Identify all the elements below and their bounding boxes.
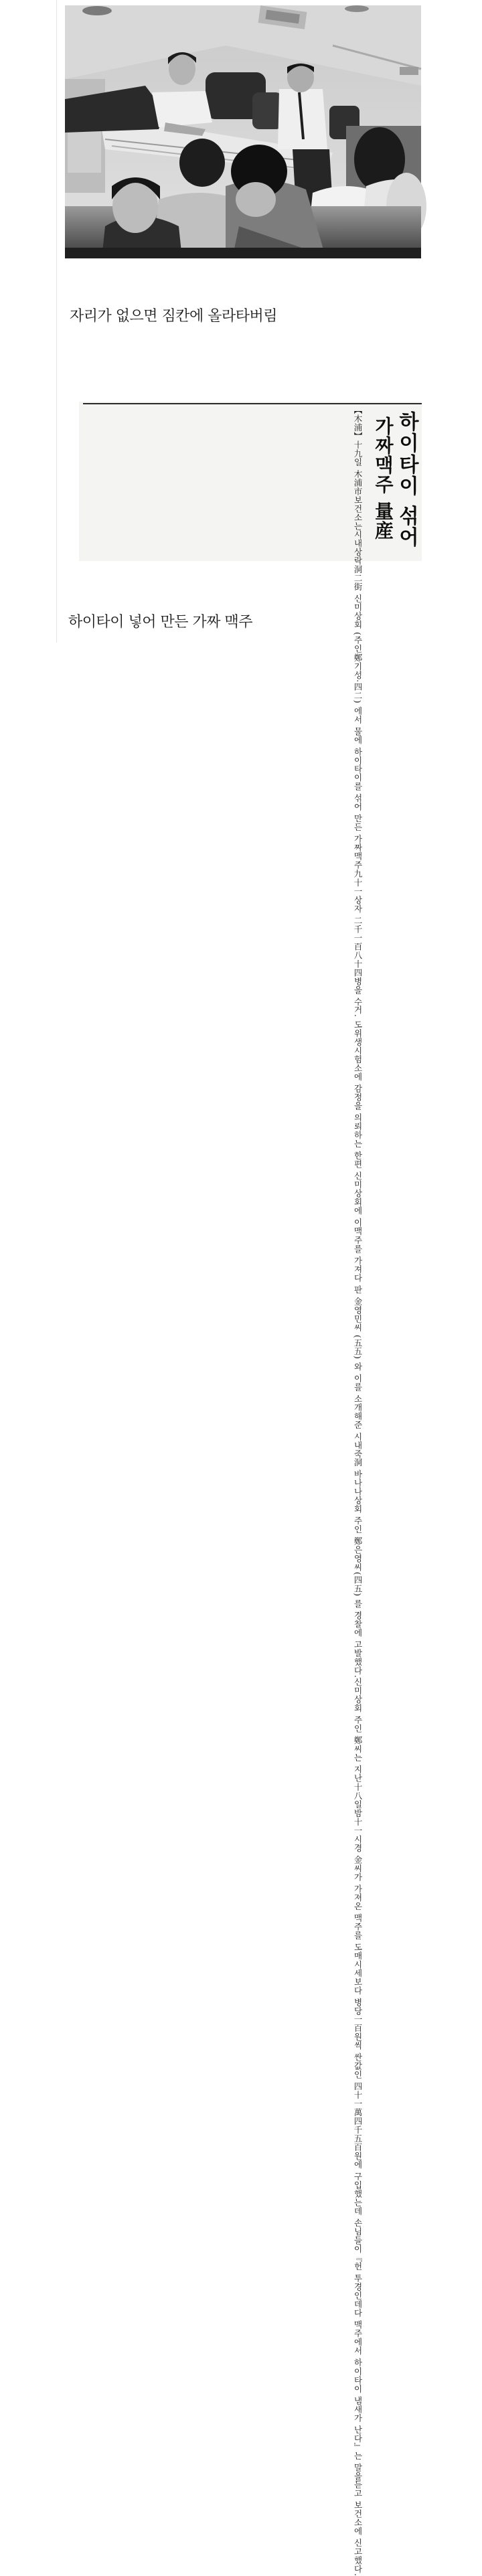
article-line: 十八일밤十一시경 金씨가 가져: [353, 1782, 363, 1902]
article-line: 주를 가져다 판 金영민씨 (五: [353, 1235, 363, 1348]
article-line: 五) 와 이를 소개해준 시내죽: [353, 1347, 363, 1459]
photo-caption: 자리가 없으면 짐칸에 올라타버림: [70, 308, 278, 325]
article-line: 【木浦】十九일 木浦市보건소는: [353, 406, 363, 531]
article-line: 시내상락洞二街 신미상회 (주인: [353, 530, 363, 653]
article-line: 洞 바나나상회 주인 鄭은영씨: [353, 1458, 363, 1572]
article-line: 『헌 투경인데다 맥주에서 하: [353, 2253, 363, 2367]
page-left-border: [56, 0, 57, 643]
clipping-caption: 하이타이 넣어 만든 가짜 맥주: [68, 614, 252, 631]
headline-line-2: 가짜맥주 量産: [372, 416, 394, 540]
train-photo: [65, 5, 421, 258]
clipping-top-rule: [83, 403, 422, 404]
article-line: 타이를 섞어 만든 가짜맥주九: [353, 764, 363, 878]
article-line: 一百원씩 싼값인 四十一萬四千: [353, 2015, 363, 2135]
article-line: 이타이 냄새가 난다』는 말을: [353, 2366, 363, 2480]
article-line: 온 맥주를 도매시세보다 병당: [353, 1901, 363, 2016]
article-line: 신미상회 주인 鄭씨는 지난: [353, 1678, 363, 1783]
article-line: 뢰하는 한편 신미상회에 이맥: [353, 1122, 363, 1236]
article-line: 五百원에 구입했는데 손님들이: [353, 2134, 363, 2254]
headline-line-1: 하이타이 섞어: [395, 411, 418, 548]
article-line: 거. 도위생시험소에 감정을 의: [353, 1005, 363, 1123]
article-line: (四五) 를 경찰에 고발했다.: [353, 1571, 363, 1678]
article-line: 鄭기성·四二) 에서 물에 하이: [353, 653, 363, 765]
article-line: 十一상자 二千一百八十四병을 수: [353, 878, 363, 1006]
article-body: [350, 406, 366, 2576]
article-line: 듣고 보건소에 신고했다.: [353, 2480, 363, 2576]
